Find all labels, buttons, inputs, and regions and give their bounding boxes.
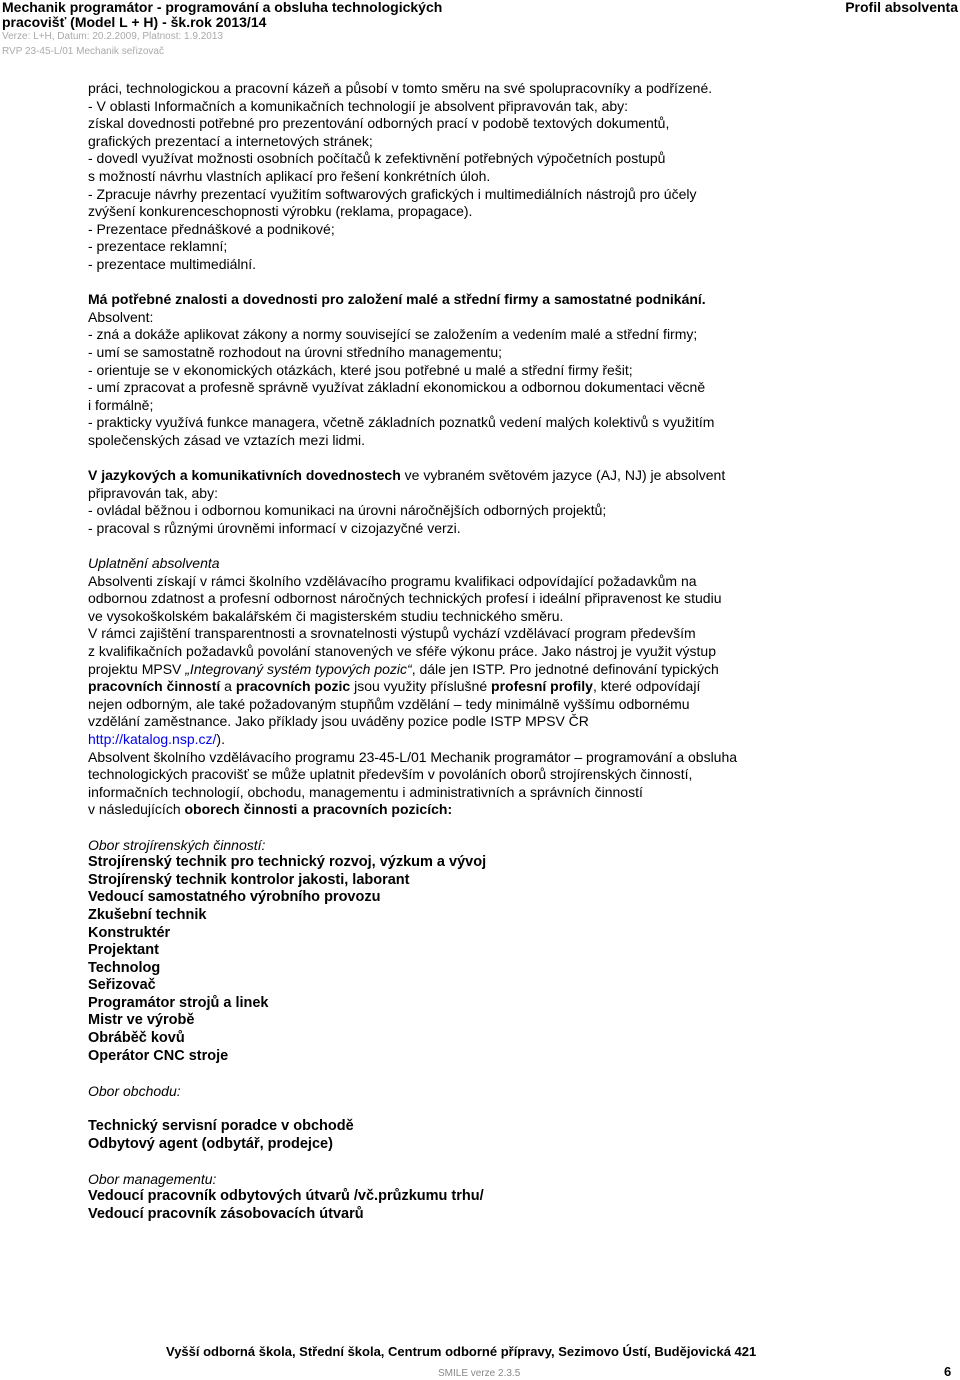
commerce-heading: Obor obchodu: <box>88 1082 181 1099</box>
text-line: - Zpracuje návrhy prezentací využitím softwarových grafických i multimediálních nástrojů pro účely <box>88 185 697 202</box>
ict-section <box>88 80 888 274</box>
management-heading: Obor managementu: <box>88 1170 217 1187</box>
text-fragment: v následujících <box>88 801 185 818</box>
text-fragment: jsou využity příslušné <box>350 678 492 695</box>
text-line: - prezentace reklamní; <box>88 238 228 255</box>
list-item: Vedoucí samostatného výrobního provozu <box>88 889 381 906</box>
text-line: - pracoval s různými úrovněmi informací v cizojazyčné verzi. <box>88 519 461 536</box>
list-item: Mistr ve výrobě <box>88 1012 195 1029</box>
text-line: s možností návrhu vlastních aplikací pro řešení konkrétních úloh. <box>88 167 491 184</box>
software-version: SMILE verze 2.3.5 <box>438 1368 521 1379</box>
fields-heading: oborech činnosti a pracovních pozicích: <box>184 801 453 818</box>
katalog-link[interactable]: http://katalog.nsp.cz/ <box>88 730 217 747</box>
list-item: Strojírenský technik pro technický rozvoj, výzkum a vývoj <box>88 854 487 871</box>
document-title <box>2 0 442 30</box>
text-fragment: , které odpovídají <box>592 678 701 695</box>
text-line: společenských zásad ve vztazích mezi lidmi. <box>88 431 365 448</box>
text-line <box>88 801 888 819</box>
text-line: - orientuje se v ekonomických otázkách, které jsou potřebné u malé a střední firmy řešit; <box>88 361 633 378</box>
engineering-heading: Obor strojírenských činností: <box>88 836 266 853</box>
school-name: Vyšší odborná škola, Střední škola, Centrum odborné přípravy, Sezimovo Ústí, Budějovická 421 <box>166 1344 757 1359</box>
work-activities: pracovních činností <box>88 678 221 695</box>
list-item: Obráběč kovů <box>88 1030 185 1047</box>
list-item: Vedoucí pracovník zásobovacích útvarů <box>88 1206 364 1222</box>
list-item: Seřizovač <box>88 977 156 994</box>
text-line: informačních technologií, obchodu, managementu i administrativních a správních činností <box>88 783 643 800</box>
text-line: technologických pracovišť se může uplatnit především v povoláních oborů strojírenských činností, <box>88 766 693 783</box>
business-heading: Má potřebné znalosti a dovednosti pro založení malé a střední firmy a samostatné podnikání. <box>88 291 706 308</box>
uplatneni-section <box>88 555 888 819</box>
mpsv-project-name: „Integrovaný systém typových pozic“ <box>185 660 412 677</box>
text-line: - dovedl využívat možnosti osobních počítačů k zefektivnění potřebných výpočetních postupů <box>88 150 666 167</box>
text-line: - zná a dokáže aplikovat zákony a normy související se založením a vedením malé a střední firmy; <box>88 326 698 343</box>
text-line: Absolventi získají v rámci školního vzdělávacího programu kvalifikaci odpovídající požadavkům na <box>88 572 697 589</box>
list-item: Vedoucí pracovník odbytových útvarů /vč.průzkumu trhu/ <box>88 1188 484 1205</box>
text-line: práci, technologickou a pracovní kázeň a působí v tomto směru na své spolupracovníky a podřízené. <box>88 80 713 96</box>
text-line: - prezentace multimediální. <box>88 255 257 272</box>
title-line-1: Mechanik programátor - programování a obsluha technologických <box>2 0 443 15</box>
work-positions: pracovních pozic <box>235 678 351 695</box>
professional-profiles: profesní profily <box>491 678 593 695</box>
text-line <box>88 678 888 696</box>
text-line <box>88 731 888 749</box>
language-heading: V jazykových a komunikativních dovednostech <box>88 467 401 484</box>
text-line: - ovládal běžnou i odbornou komunikaci na úrovni náročnějších odborných projektů; <box>88 502 607 519</box>
text-line: nejen odborným, ale také požadovaným stupňům vzdělání – tedy minimálně vyššímu odbornému <box>88 695 690 712</box>
list-item: Strojírenský technik kontrolor jakosti, laborant <box>88 871 410 888</box>
text-line: - prakticky využívá funkce managera, včetně základních poznatků vedení malých kolektivů s využitím <box>88 414 715 431</box>
list-item: Odbytový agent (odbytář, prodejce) <box>88 1135 333 1152</box>
text-line: - umí zpracovat a profesně správně využívat základní ekonomickou a odbornou dokumentaci věcně <box>88 379 706 396</box>
mpsv-pre: projektu MPSV <box>88 660 186 677</box>
language-heading-rest: ve vybraném světovém jazyce (AJ, NJ) je absolvent <box>400 467 726 484</box>
text-line: ve vysokoškolském bakalářském či magisterském studiu technického směru. <box>88 607 564 624</box>
text-fragment: a <box>220 678 236 695</box>
list-item: Technolog <box>88 959 161 976</box>
text-line: získal dovednosti potřebné pro prezentování odborných prací v podobě textových dokumentů, <box>88 115 670 132</box>
text-line: odbornou zdatnost a profesní odbornost náročných technických profesí i ideální připravenost ke studiu <box>88 590 722 607</box>
language-section <box>88 467 888 537</box>
uplatneni-heading: Uplatnění absolventa <box>88 555 220 572</box>
mpsv-post: , dále jen ISTP. Pro jednotné definování typických <box>411 660 719 677</box>
page-number: 6 <box>944 1364 952 1379</box>
title-line-2: pracovišť (Model L + H) - šk.rok 2013/14 <box>2 14 267 30</box>
commerce-positions <box>88 1083 888 1153</box>
text-line: grafických prezentací a internetových stránek; <box>88 132 373 149</box>
text-line: - umí se samostatně rozhodout na úrovni středního managementu; <box>88 343 503 360</box>
text-line: i formálně; <box>88 396 154 413</box>
text-fragment: ). <box>216 730 225 747</box>
text-line: - Prezentace přednáškové a podnikové; <box>88 220 335 237</box>
business-section <box>88 291 888 449</box>
text-line: z kvalifikačních požadavků povolání stanovených ve sféře výkonu práce. Jako nástroj je využit výstup <box>88 643 716 659</box>
page-header <box>0 0 960 58</box>
list-item: Konstruktér <box>88 924 171 941</box>
engineering-positions <box>88 837 888 1066</box>
text-line <box>88 467 888 485</box>
version-info: Verze: L+H, Datum: 20.2.2009, Platnost: 1.9.2013 <box>2 31 223 42</box>
text-line: - V oblasti Informačních a komunikačních technologií je absolvent připravován tak, aby: <box>88 97 629 114</box>
text-line <box>88 661 888 679</box>
list-item: Projektant <box>88 942 159 959</box>
text-line: Absolvent školního vzdělávacího programu 23-45-L/01 Mechanik programátor – programování a obsluha <box>88 748 738 765</box>
document-body <box>88 80 888 1224</box>
text-line: Absolvent: <box>88 308 154 325</box>
text-line: V rámci zajištění transparentnosti a srovnatelnosti výstupů vychází vzdělávací program především <box>88 625 696 642</box>
management-positions <box>88 1171 888 1224</box>
list-item: Zkušební technik <box>88 906 207 923</box>
text-line: připravován tak, aby: <box>88 484 218 501</box>
text-line: vzdělání zaměstnance. Jako příklady jsou uváděny pozice podle ISTP MPSV ČR <box>88 713 589 730</box>
list-item: Operátor CNC stroje <box>88 1047 229 1064</box>
list-item: Programátor strojů a linek <box>88 994 269 1011</box>
text-line: zvýšení konkurenceschopnosti výrobku (reklama, propagace). <box>88 203 473 220</box>
section-title: Profil absolventa <box>845 0 958 15</box>
list-item: Technický servisní poradce v obchodě <box>88 1118 354 1135</box>
rvp-info: RVP 23-45-L/01 Mechanik seřizovač <box>2 46 164 57</box>
